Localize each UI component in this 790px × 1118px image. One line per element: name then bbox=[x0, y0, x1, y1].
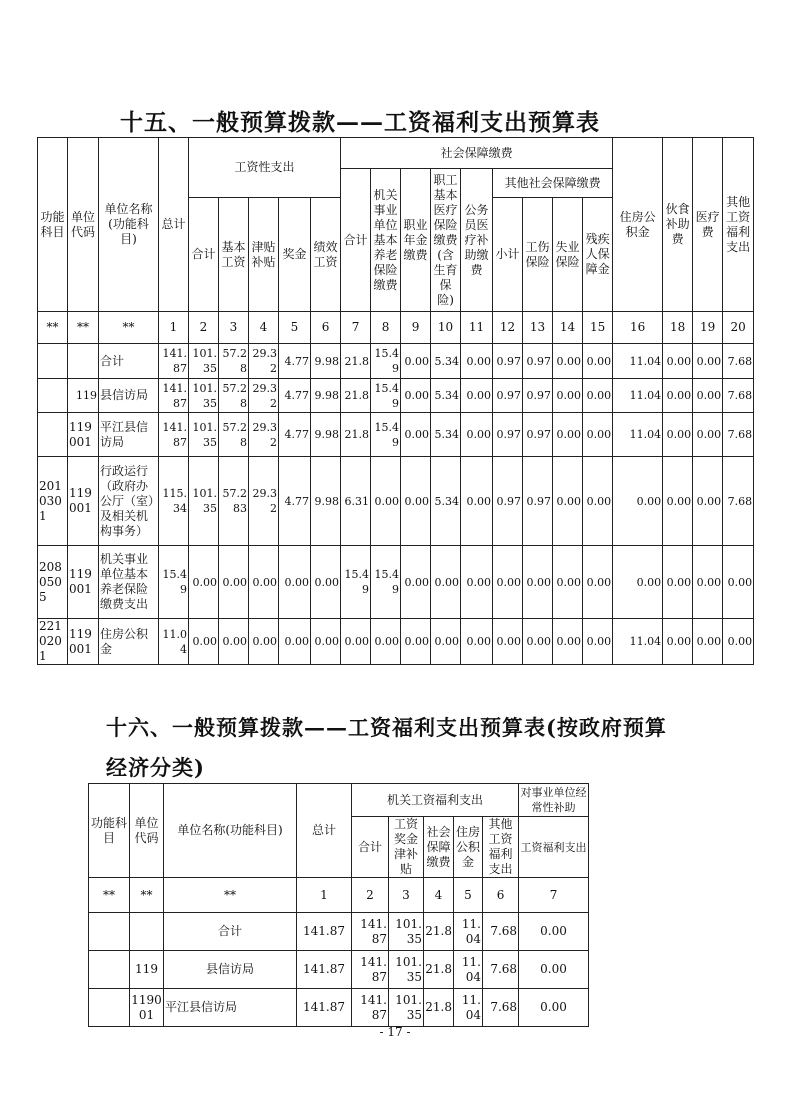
value-cell: 0.00 bbox=[663, 344, 693, 379]
value-cell: 101.35 bbox=[189, 344, 219, 379]
value-cell: 0.97 bbox=[523, 413, 553, 457]
func-code-cell bbox=[38, 379, 68, 413]
value-cell: 0.00 bbox=[311, 619, 341, 665]
value-cell: 0.00 bbox=[663, 379, 693, 413]
func-code-cell: 2210201 bbox=[38, 619, 68, 665]
index-cell: 2 bbox=[352, 878, 389, 913]
unit-code-cell bbox=[130, 913, 164, 951]
index-row bbox=[89, 878, 589, 913]
value-cell: 0.00 bbox=[401, 546, 431, 619]
unit-name-cell: 县信访局 bbox=[164, 951, 297, 989]
value-cell: 0.00 bbox=[401, 344, 431, 379]
header-performance: 绩效工资 bbox=[311, 198, 341, 312]
index-cell: 4 bbox=[424, 878, 454, 913]
value-cell: 9.98 bbox=[311, 344, 341, 379]
unit-name-cell: 合计 bbox=[99, 344, 159, 379]
value-cell: 0.00 bbox=[401, 619, 431, 665]
unit-name-cell: 平江县信访局 bbox=[99, 413, 159, 457]
value-cell: 15.49 bbox=[371, 546, 401, 619]
index-cell: ** bbox=[89, 878, 130, 913]
header-civil-medical: 公务员医疗补助缴费 bbox=[461, 169, 493, 312]
value-cell: 101.35 bbox=[189, 379, 219, 413]
value-cell: 0.00 bbox=[553, 457, 583, 546]
value-cell: 141.87 bbox=[159, 379, 189, 413]
index-cell: 2 bbox=[189, 312, 219, 344]
header-name: 单位名称(功能科目) bbox=[164, 784, 297, 878]
value-cell: 5.34 bbox=[431, 344, 461, 379]
header-bonus: 奖金 bbox=[279, 198, 311, 312]
unit-name-cell: 县信访局 bbox=[99, 379, 159, 413]
index-cell: 13 bbox=[523, 312, 553, 344]
table-row bbox=[89, 951, 589, 989]
value-cell: 0.00 bbox=[311, 546, 341, 619]
table-row bbox=[38, 344, 754, 379]
value-cell: 0.97 bbox=[523, 344, 553, 379]
header-code: 单位代码 bbox=[130, 784, 164, 878]
value-cell: 0.00 bbox=[341, 619, 371, 665]
func-code-cell bbox=[38, 344, 68, 379]
value-cell: 0.00 bbox=[401, 379, 431, 413]
value-cell: 0.00 bbox=[723, 619, 754, 665]
value-cell: 6.31 bbox=[341, 457, 371, 546]
value-cell: 0.00 bbox=[523, 619, 553, 665]
value-cell: 0.00 bbox=[553, 413, 583, 457]
index-cell: 9 bbox=[401, 312, 431, 344]
value-cell: 101.35 bbox=[389, 989, 424, 1027]
index-cell: 8 bbox=[371, 312, 401, 344]
value-cell: 0.00 bbox=[693, 413, 723, 457]
value-cell: 15.49 bbox=[341, 546, 371, 619]
value-cell: 29.32 bbox=[249, 413, 279, 457]
value-cell: 0.97 bbox=[493, 413, 523, 457]
header-annuity: 职业年金缴费 bbox=[401, 169, 431, 312]
index-cell: 7 bbox=[519, 878, 589, 913]
index-cell: ** bbox=[164, 878, 297, 913]
unit-code-cell: 119001 bbox=[68, 546, 99, 619]
value-cell: 57.28 bbox=[219, 413, 249, 457]
value-cell: 0.00 bbox=[189, 619, 219, 665]
value-cell: 0.00 bbox=[583, 379, 613, 413]
value-cell: 15.49 bbox=[371, 413, 401, 457]
value-cell: 11.04 bbox=[454, 951, 483, 989]
value-cell: 101.35 bbox=[189, 413, 219, 457]
value-cell: 0.00 bbox=[219, 546, 249, 619]
value-cell: 0.00 bbox=[371, 457, 401, 546]
header-medical: 医疗费 bbox=[693, 138, 723, 312]
header-wage: 工资奖金津补贴 bbox=[389, 817, 424, 878]
table-row bbox=[38, 379, 754, 413]
header-subtotal: 小计 bbox=[493, 198, 523, 312]
value-cell: 0.97 bbox=[523, 457, 553, 546]
value-cell: 5.34 bbox=[431, 457, 461, 546]
value-cell: 0.00 bbox=[431, 619, 461, 665]
header-wage-group: 工资性支出 bbox=[189, 138, 341, 198]
value-cell: 7.68 bbox=[483, 989, 519, 1027]
value-cell: 0.00 bbox=[219, 619, 249, 665]
value-cell: 29.32 bbox=[249, 379, 279, 413]
value-cell: 0.00 bbox=[249, 546, 279, 619]
unit-name-cell: 机关事业单位基本养老保险缴费支出 bbox=[99, 546, 159, 619]
value-cell: 7.68 bbox=[723, 457, 754, 546]
header-total: 总计 bbox=[297, 784, 352, 878]
index-cell: 4 bbox=[249, 312, 279, 344]
value-cell: 0.00 bbox=[693, 344, 723, 379]
unit-name-cell: 住房公积金 bbox=[99, 619, 159, 665]
table-row bbox=[89, 989, 589, 1027]
value-cell: 0.00 bbox=[519, 951, 589, 989]
header-org-group: 机关工资福利支出 bbox=[352, 784, 519, 817]
value-cell: 0.97 bbox=[523, 379, 553, 413]
value-cell: 141.87 bbox=[352, 913, 389, 951]
header-sum: 合计 bbox=[352, 817, 389, 878]
header-basic-wage: 基本工资 bbox=[219, 198, 249, 312]
header-social-total: 合计 bbox=[341, 169, 371, 312]
header-name: 单位名称(功能科目) bbox=[99, 138, 159, 312]
header-allowance: 津贴补贴 bbox=[249, 198, 279, 312]
index-cell: ** bbox=[99, 312, 159, 344]
value-cell: 0.00 bbox=[583, 546, 613, 619]
index-cell: 6 bbox=[311, 312, 341, 344]
value-cell: 4.77 bbox=[279, 413, 311, 457]
value-cell: 141.87 bbox=[159, 413, 189, 457]
value-cell: 21.8 bbox=[341, 344, 371, 379]
wage-welfare-economic-table bbox=[88, 783, 589, 1027]
value-cell: 0.00 bbox=[553, 379, 583, 413]
index-cell: 3 bbox=[389, 878, 424, 913]
value-cell: 9.98 bbox=[311, 379, 341, 413]
value-cell: 7.68 bbox=[723, 344, 754, 379]
unit-name-cell: 行政运行（政府办公厅（室）及相关机构事务） bbox=[99, 457, 159, 546]
unit-code-cell: 119 bbox=[68, 379, 99, 413]
index-cell: ** bbox=[38, 312, 68, 344]
value-cell: 4.77 bbox=[279, 379, 311, 413]
index-cell: 14 bbox=[553, 312, 583, 344]
value-cell: 11.04 bbox=[159, 619, 189, 665]
func-code-cell bbox=[38, 413, 68, 457]
header-subsidy-wage: 工资福利支出 bbox=[519, 817, 589, 878]
value-cell: 101.35 bbox=[389, 951, 424, 989]
value-cell: 0.00 bbox=[519, 989, 589, 1027]
value-cell: 15.49 bbox=[371, 344, 401, 379]
value-cell: 5.34 bbox=[431, 379, 461, 413]
value-cell: 0.00 bbox=[663, 546, 693, 619]
value-cell: 21.8 bbox=[341, 379, 371, 413]
index-cell: 5 bbox=[454, 878, 483, 913]
value-cell: 21.8 bbox=[424, 989, 454, 1027]
value-cell: 141.87 bbox=[297, 951, 352, 989]
value-cell: 101.35 bbox=[189, 457, 219, 546]
header-pension: 机关事业单位基本养老保险缴费 bbox=[371, 169, 401, 312]
value-cell: 0.97 bbox=[493, 379, 523, 413]
header-code: 单位代码 bbox=[68, 138, 99, 312]
value-cell: 57.28 bbox=[219, 379, 249, 413]
header-housing: 住房公积金 bbox=[613, 138, 663, 312]
value-cell: 11.04 bbox=[454, 913, 483, 951]
wage-welfare-budget-table bbox=[37, 137, 754, 665]
value-cell: 0.00 bbox=[371, 619, 401, 665]
index-cell: 20 bbox=[723, 312, 754, 344]
func-code-cell bbox=[89, 951, 130, 989]
value-cell: 0.00 bbox=[461, 379, 493, 413]
unit-code-cell: 119001 bbox=[68, 413, 99, 457]
value-cell: 7.68 bbox=[723, 379, 754, 413]
header-total: 总计 bbox=[159, 138, 189, 312]
value-cell: 0.00 bbox=[723, 546, 754, 619]
unit-name-cell: 平江县信访局 bbox=[164, 989, 297, 1027]
index-cell: ** bbox=[130, 878, 164, 913]
header-social-group: 社会保障缴费 bbox=[341, 138, 613, 169]
unit-code-cell: 119001 bbox=[68, 457, 99, 546]
value-cell: 115.34 bbox=[159, 457, 189, 546]
value-cell: 4.77 bbox=[279, 457, 311, 546]
index-cell: 5 bbox=[279, 312, 311, 344]
value-cell: 7.68 bbox=[483, 951, 519, 989]
unit-code-cell bbox=[68, 344, 99, 379]
value-cell: 0.00 bbox=[613, 546, 663, 619]
index-cell: 19 bbox=[693, 312, 723, 344]
value-cell: 0.00 bbox=[461, 457, 493, 546]
value-cell: 29.32 bbox=[249, 344, 279, 379]
value-cell: 0.00 bbox=[553, 344, 583, 379]
value-cell: 57.28 bbox=[219, 344, 249, 379]
value-cell: 141.87 bbox=[297, 913, 352, 951]
func-code-cell: 2080505 bbox=[38, 546, 68, 619]
header-other-welfare: 其他工资福利支出 bbox=[723, 138, 754, 312]
table-row bbox=[38, 546, 754, 619]
value-cell: 0.00 bbox=[249, 619, 279, 665]
value-cell: 0.00 bbox=[693, 546, 723, 619]
header-medical-insurance: 职工基本医疗保险缴费(含生育保险) bbox=[431, 169, 461, 312]
value-cell: 0.00 bbox=[553, 546, 583, 619]
value-cell: 29.32 bbox=[249, 457, 279, 546]
header-housing: 住房公积金 bbox=[454, 817, 483, 878]
header-subsidy-group: 对事业单位经常性补助 bbox=[519, 784, 589, 817]
unit-code-cell: 119001 bbox=[68, 619, 99, 665]
index-cell: 15 bbox=[583, 312, 613, 344]
header-injury: 工伤保险 bbox=[523, 198, 553, 312]
value-cell: 9.98 bbox=[311, 413, 341, 457]
page-number: - 17 - bbox=[379, 1025, 411, 1039]
table2-title-line1: 十六、一般预算拨款——工资福利支出预算表(按政府预算 bbox=[106, 715, 667, 740]
header-disabled: 残疾人保障金 bbox=[583, 198, 613, 312]
value-cell: 21.8 bbox=[341, 413, 371, 457]
value-cell: 0.00 bbox=[493, 546, 523, 619]
table-row bbox=[38, 457, 754, 546]
value-cell: 11.04 bbox=[613, 379, 663, 413]
table1-title: 十五、一般预算拨款——工资福利支出预算表 bbox=[120, 109, 600, 136]
unit-code-cell: 119001 bbox=[130, 989, 164, 1027]
value-cell: 0.00 bbox=[693, 379, 723, 413]
value-cell: 11.04 bbox=[613, 619, 663, 665]
value-cell: 5.34 bbox=[431, 413, 461, 457]
value-cell: 7.68 bbox=[723, 413, 754, 457]
value-cell: 0.00 bbox=[663, 619, 693, 665]
index-cell: 1 bbox=[297, 878, 352, 913]
value-cell: 15.49 bbox=[371, 379, 401, 413]
index-cell: 7 bbox=[341, 312, 371, 344]
value-cell: 4.77 bbox=[279, 344, 311, 379]
func-code-cell: 2010301 bbox=[38, 457, 68, 546]
value-cell: 7.68 bbox=[483, 913, 519, 951]
index-cell: 3 bbox=[219, 312, 249, 344]
table-row bbox=[89, 913, 589, 951]
index-cell: ** bbox=[68, 312, 99, 344]
value-cell: 0.00 bbox=[189, 546, 219, 619]
value-cell: 0.00 bbox=[693, 457, 723, 546]
index-row bbox=[38, 312, 754, 344]
value-cell: 0.00 bbox=[401, 457, 431, 546]
index-cell: 1 bbox=[159, 312, 189, 344]
unit-code-cell: 119 bbox=[130, 951, 164, 989]
value-cell: 11.04 bbox=[613, 413, 663, 457]
index-cell: 16 bbox=[613, 312, 663, 344]
value-cell: 15.49 bbox=[159, 546, 189, 619]
value-cell: 0.00 bbox=[693, 619, 723, 665]
value-cell: 0.00 bbox=[613, 457, 663, 546]
value-cell: 9.98 bbox=[311, 457, 341, 546]
value-cell: 0.00 bbox=[279, 546, 311, 619]
value-cell: 57.283 bbox=[219, 457, 249, 546]
value-cell: 0.00 bbox=[279, 619, 311, 665]
table2-title-line2: 经济分类) bbox=[106, 755, 205, 780]
value-cell: 0.00 bbox=[461, 344, 493, 379]
value-cell: 141.87 bbox=[159, 344, 189, 379]
value-cell: 0.00 bbox=[401, 413, 431, 457]
header-wage-total: 合计 bbox=[189, 198, 219, 312]
header-other: 其他工资福利支出 bbox=[483, 817, 519, 878]
unit-name-cell: 合计 bbox=[164, 913, 297, 951]
value-cell: 0.97 bbox=[493, 344, 523, 379]
value-cell: 0.00 bbox=[461, 546, 493, 619]
value-cell: 0.00 bbox=[461, 619, 493, 665]
value-cell: 0.00 bbox=[553, 619, 583, 665]
table-row bbox=[38, 413, 754, 457]
func-code-cell bbox=[89, 989, 130, 1027]
value-cell: 0.00 bbox=[583, 344, 613, 379]
header-func: 功能科目 bbox=[38, 138, 68, 312]
value-cell: 11.04 bbox=[454, 989, 483, 1027]
header-unemployment: 失业保险 bbox=[553, 198, 583, 312]
header-meal: 伙食补助费 bbox=[663, 138, 693, 312]
value-cell: 0.00 bbox=[663, 457, 693, 546]
table-row bbox=[38, 619, 754, 665]
value-cell: 141.87 bbox=[352, 951, 389, 989]
value-cell: 0.00 bbox=[583, 457, 613, 546]
index-cell: 11 bbox=[461, 312, 493, 344]
value-cell: 0.00 bbox=[583, 413, 613, 457]
index-cell: 10 bbox=[431, 312, 461, 344]
value-cell: 0.00 bbox=[523, 546, 553, 619]
value-cell: 21.8 bbox=[424, 951, 454, 989]
value-cell: 0.00 bbox=[519, 913, 589, 951]
header-func: 功能科目 bbox=[89, 784, 130, 878]
value-cell: 0.00 bbox=[431, 546, 461, 619]
value-cell: 101.35 bbox=[389, 913, 424, 951]
value-cell: 141.87 bbox=[352, 989, 389, 1027]
value-cell: 0.97 bbox=[493, 457, 523, 546]
func-code-cell bbox=[89, 913, 130, 951]
value-cell: 0.00 bbox=[493, 619, 523, 665]
index-cell: 18 bbox=[663, 312, 693, 344]
header-other-social-group: 其他社会保障缴费 bbox=[493, 169, 613, 198]
value-cell: 0.00 bbox=[583, 619, 613, 665]
value-cell: 0.00 bbox=[663, 413, 693, 457]
value-cell: 0.00 bbox=[461, 413, 493, 457]
value-cell: 21.8 bbox=[424, 913, 454, 951]
index-cell: 6 bbox=[483, 878, 519, 913]
header-social: 社会保障缴费 bbox=[424, 817, 454, 878]
value-cell: 11.04 bbox=[613, 344, 663, 379]
index-cell: 12 bbox=[493, 312, 523, 344]
value-cell: 141.87 bbox=[297, 989, 352, 1027]
